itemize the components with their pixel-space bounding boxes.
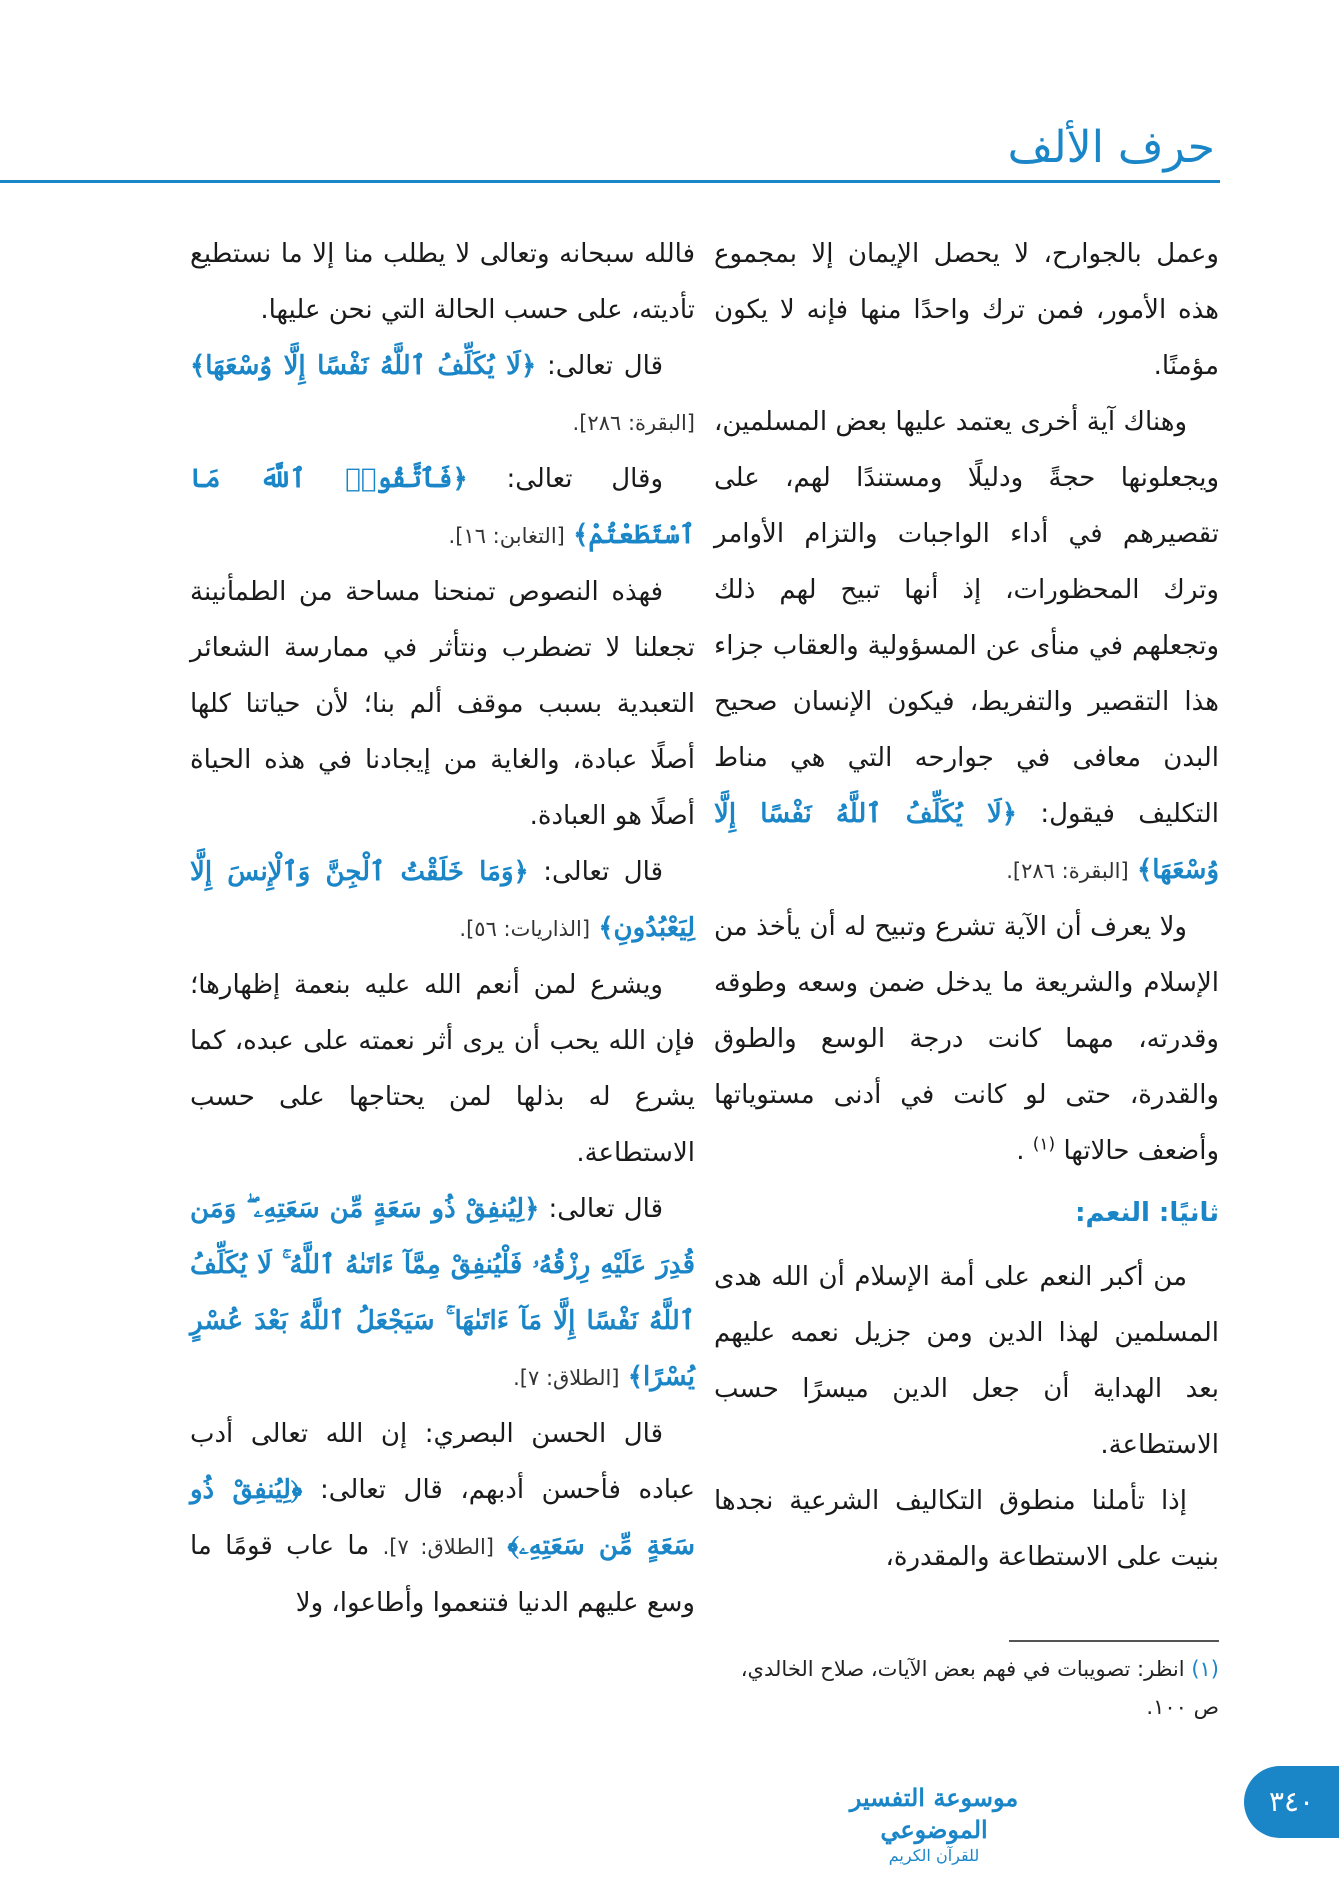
right-column xyxy=(714,226,1219,1585)
left-column xyxy=(190,226,695,1631)
quote-intro: قال تعالى: xyxy=(546,351,664,381)
quote-paragraph xyxy=(190,451,695,564)
logo-title: موسوعة التفسير الموضوعي xyxy=(849,1783,1019,1844)
verse-reference: [التغابن: ١٦]. xyxy=(448,524,565,548)
quran-verse: ﴿لَا يُكَلِّفُ ٱللَّهُ نَفْسًا إِلَّا وُسْعَهَا﴾ xyxy=(190,351,537,381)
paragraph: من أكبر النعم على أمة الإسلام أن الله هدى المسلمين لهذا الدين ومن جزيل نعمه عليهم بعد الهداية أن جعل الدين ميسرًا حسب الاستطاعة. xyxy=(714,1262,1219,1460)
footnote-text: انظر: تصويبات في فهم بعض الآيات، صلاح الخالدي، ص ١٠٠. xyxy=(740,1657,1219,1719)
quran-verse: ﴿فَٱتَّقُوا۟ ٱللَّهَ مَا ٱسْتَطَعْتُمْ﴾ xyxy=(190,464,695,550)
verse-reference: [الطلاق: ٧]. xyxy=(382,1535,494,1559)
paragraph xyxy=(714,899,1219,1179)
quran-verse: ﴿لَا يُكَلِّفُ ٱللَّهُ نَفْسًا إِلَّا وُسْعَهَا﴾ xyxy=(714,799,1219,885)
quran-verse: ﴿وَمَا خَلَقْتُ ٱلْجِنَّ وَٱلْإِنسَ إِلَّا لِيَعْبُدُونِ﴾ xyxy=(190,857,695,943)
paragraph: فهذه النصوص تمنحنا مساحة من الطمأنينة تجعلنا لا تضطرب ونتأثر في ممارسة الشعائر التعبدية بسبب موقف ألم بنا؛ لأن حياتنا كلها أصلًا عبادة، والغاية من إيجادنا في هذه الحياة أصلًا هو العبادة. xyxy=(190,577,695,831)
paragraph-text: وهناك آية أخرى يعتمد عليها بعض المسلمين، ويجعلونها حجةً ودليلًا ومستندًا لهم، على تقصيرهم في أداء الواجبات والتزام الأوامر وترك المحظورات، إذ أنها تبيح لهم ذلك وتجعلهم في منأى عن المسؤولية والعقاب جزاء هذا التقصير والتفريط، فيكون الإنسان صحيح البدن معافى في جوارحه التي هي مناط التكليف xyxy=(714,407,1220,829)
paragraph: ويشرع لمن أنعم الله عليه بنعمة إظهارها؛ فإن الله يحب أن يرى أثر نعمته على عبده، كما يشرع له بذلها لمن يحتاجها على حسب الاستطاعة. xyxy=(190,970,695,1168)
encyclopedia-logo xyxy=(829,1782,1039,1866)
verse-reference: [البقرة: ٢٨٦]. xyxy=(1006,859,1129,883)
verse-reference: [الطلاق: ٧]. xyxy=(513,1366,620,1390)
logo-subtitle: للقرآن الكريم xyxy=(888,1846,980,1865)
quran-verse: ﴿لِيُنفِقْ ذُو سَعَةٍ مِّن سَعَتِهِۦ ۖ وَمَن قُدِرَ عَلَيْهِ رِزْقُهُۥ فَلْيُنفِقْ مِمَّآ ءَاتَىٰهُ ٱللَّهُ ۚ لَا يُكَلِّفُ ٱللَّهُ نَفْسًا إِلَّا مَآ ءَاتَىٰهَا ۚ سَيَجْعَلُ ٱللَّهُ بَعْدَ عُسْرٍ يُسْرًا﴾ xyxy=(190,1194,695,1392)
paragraph: إذا تأملنا منطوق التكاليف الشرعية نجدها بنيت على الاستطاعة والمقدرة، xyxy=(714,1486,1219,1572)
header-rule xyxy=(0,180,1220,183)
page-number: ٣٤٠ xyxy=(1244,1766,1339,1838)
verse-reference: [البقرة: ٢٨٦]. xyxy=(572,411,695,435)
section-heading: ثانيًا: النعم: xyxy=(1075,1198,1219,1228)
paragraph xyxy=(714,394,1219,899)
header-title: حرف الألف xyxy=(1007,122,1215,173)
paragraph: وعمل بالجوارح، لا يحصل الإيمان إلا بمجموع هذه الأمور، فمن ترك واحدًا منها فإنه لا يكون مؤمنًا. xyxy=(714,239,1219,381)
paragraph-text: فيقول: xyxy=(1040,799,1115,829)
paragraph-text: قال الحسن البصري: إن الله تعالى أدب عباده فأحسن أدبهم، قال تعالى: xyxy=(190,1419,696,1505)
quote-intro: قال تعالى: xyxy=(543,857,664,887)
verse-reference: [الذاريات: ٥٦]. xyxy=(459,917,591,941)
quote-paragraph xyxy=(190,1181,695,1406)
paragraph-end: . xyxy=(1016,1136,1025,1166)
footnote-rule xyxy=(1009,1640,1219,1642)
paragraph-text: ما عاب قومًا ما وسع عليهم الدنيا فتنعموا وأطاعوا، ولا xyxy=(190,1531,695,1618)
paragraph-text: ولا يعرف أن الآية تشرع وتبيح له أن يأخذ من الإسلام والشريعة ما يدخل ضمن وسعه وطوقه وقدرته، مهما كانت درجة الوسع والطوق والقدرة، حتى لو كانت في أدنى مستوياتها وأضعف حالاتها xyxy=(714,912,1219,1166)
footnote-marker[interactable]: (١) xyxy=(1032,1134,1056,1155)
quote-paragraph xyxy=(190,844,695,957)
quote-intro: قال تعالى: xyxy=(548,1194,663,1224)
footnote xyxy=(714,1650,1219,1726)
paragraph xyxy=(190,1406,695,1631)
paragraph: فالله سبحانه وتعالى لا يطلب منا إلا ما نستطيع تأديته، على حسب الحالة التي نحن عليها. xyxy=(190,239,695,325)
footnote-number: (١) xyxy=(1191,1657,1219,1681)
quote-paragraph xyxy=(190,338,695,451)
quote-intro: وقال تعالى: xyxy=(506,464,663,494)
quran-verse: ﴿لِيُنفِقْ ذُو سَعَةٍ مِّن سَعَتِهِۦ﴾ xyxy=(190,1475,695,1561)
